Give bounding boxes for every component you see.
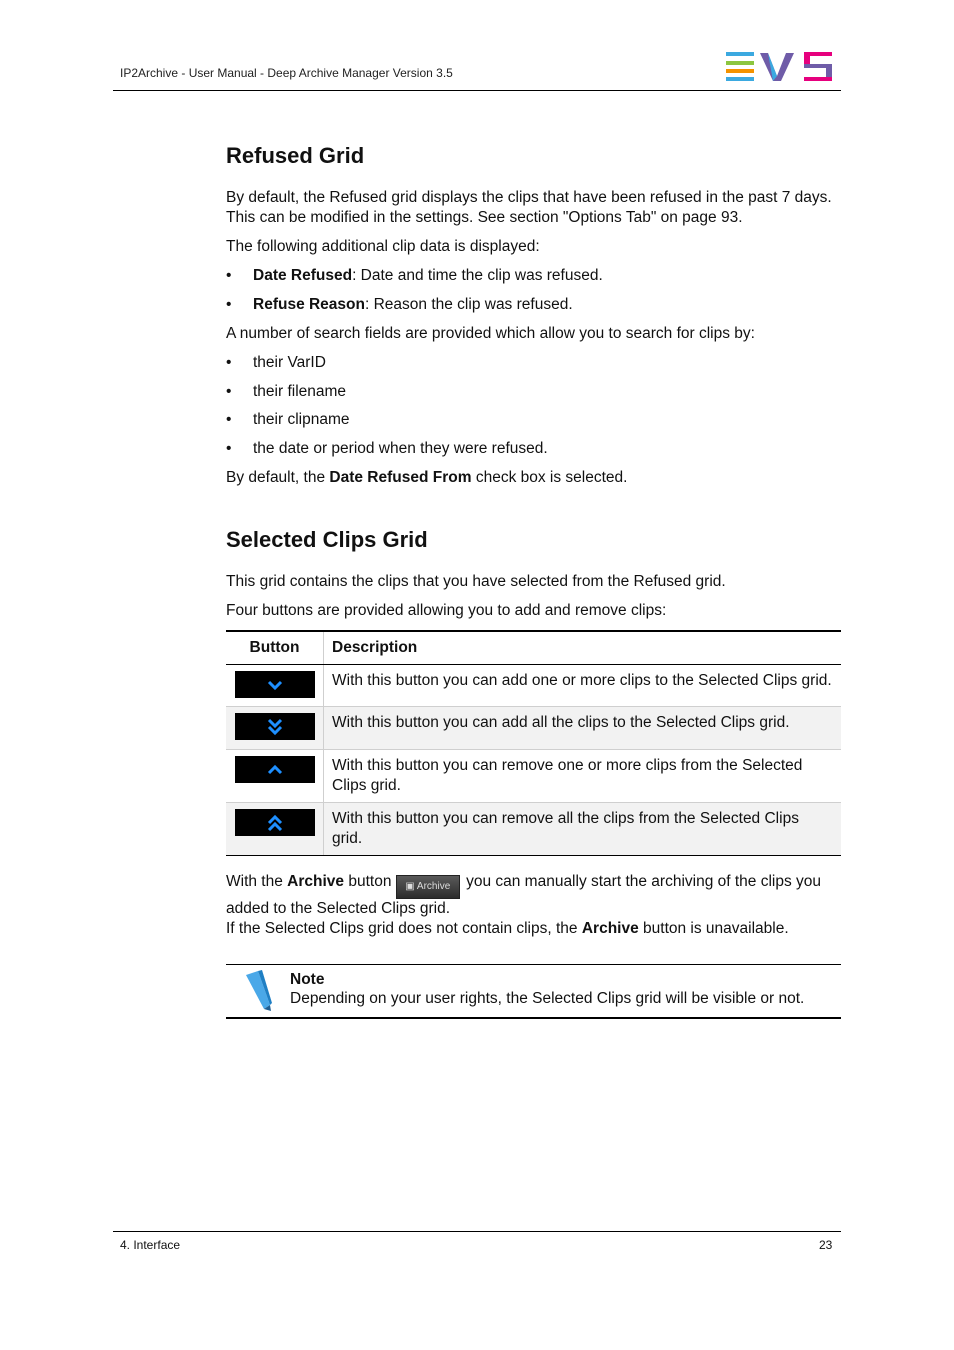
archive-button: ▣ Archive xyxy=(396,875,460,899)
row-description: With this button you can remove one or more clips from the Selected Clips grid. xyxy=(332,757,803,794)
table-row xyxy=(226,665,841,707)
evs-logo xyxy=(726,52,834,82)
double-chevron-down-icon xyxy=(235,713,315,740)
paragraph: By default, the Date Refused From check box is selected. xyxy=(226,469,628,486)
note-title: Note xyxy=(290,971,325,988)
row-description: With this button you can add one or more clips to the Selected Clips grid. xyxy=(332,672,832,689)
paragraph: This grid contains the clips that you have selected from the Refused grid. xyxy=(226,573,726,590)
table-row xyxy=(226,750,841,803)
footer-page-number: 23 xyxy=(819,1238,833,1252)
paragraph: A number of search fields are provided which allow you to search for clips by: xyxy=(226,325,755,342)
paragraph: The following additional clip data is displayed: xyxy=(226,238,540,255)
note-body: Depending on your user rights, the Selected Clips grid will be visible or not. xyxy=(290,990,805,1007)
row-description: With this button you can add all the clips to the Selected Clips grid. xyxy=(332,714,790,731)
paragraph: By default, the Refused grid displays the clips that have been refused in the past 7 days. This can be modified in the settings. See section "Options Tab" on page 93. xyxy=(226,189,832,226)
double-chevron-up-icon xyxy=(235,809,315,836)
column-header-button: Button xyxy=(226,632,324,664)
paragraph: With the Archive button ▣ Archive you can manually start the archiving of the clips you added to the Selected Clips grid. xyxy=(226,873,822,917)
footer-rule xyxy=(113,1231,841,1232)
table-row xyxy=(226,803,841,855)
archive-icon: ▣ xyxy=(405,881,417,892)
buttons-table xyxy=(226,630,841,856)
table-row xyxy=(226,707,841,750)
footer-chapter: 4. Interface xyxy=(120,1238,181,1252)
heading-refused-grid: Refused Grid xyxy=(226,143,365,168)
table-header-row xyxy=(226,632,841,665)
paragraph: Four buttons are provided allowing you to add and remove clips: xyxy=(226,602,667,619)
chevron-down-icon xyxy=(235,671,315,698)
row-description: With this button you can remove all the clips from the Selected Clips grid. xyxy=(332,810,799,847)
note-box xyxy=(226,964,841,1019)
chevron-up-icon xyxy=(235,756,315,783)
header-rule xyxy=(113,90,841,91)
column-header-description: Description xyxy=(332,639,418,656)
header-title: IP2Archive - User Manual - Deep Archive Manager Version 3.5 xyxy=(120,66,453,80)
paragraph: If the Selected Clips grid does not contain clips, the Archive button is unavailable. xyxy=(226,920,789,937)
heading-selected-clips-grid: Selected Clips Grid xyxy=(226,527,428,552)
pencil-icon xyxy=(240,969,276,1011)
